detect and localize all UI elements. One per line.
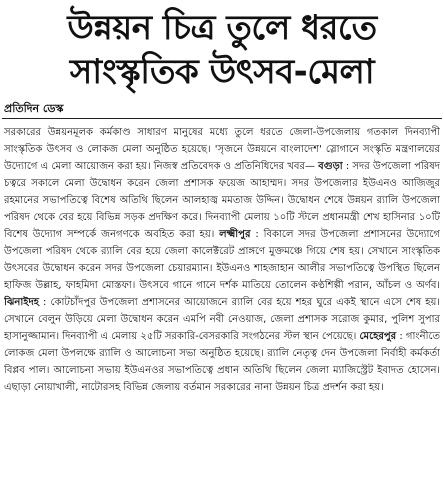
- headline-line-2: সাংস্কৃতিক উৎসব-মেলা: [69, 52, 375, 92]
- headline-line-1: উন্নয়ন চিত্র তুলে ধরতে: [67, 8, 377, 48]
- article-body: [4, 124, 440, 484]
- place-name-bogura: বগুড়া: [318, 161, 343, 172]
- body-segment: : বিকালে সদর উপজেলা প্রশাসনের উদ্যোগে উপজেলা পরিষদ থেকে র‌্যালি বের হয়ে জেলা কালেক্টরেট প্রাঙ্গণে মুক্তমঞ্চে গিয়ে শেষ হয়। সেখানে সাংস্কৃতিক উৎসবের উদ্বোধন করেন সদর উপজেলা চেয়ারম্যান। ইউএনও শাহজাহান আলীর সভাপতিত্বে উপস্থিত ছিলেন হাফিজ উল্লাহ, ফাহমিদা মোস্তফা। উৎসবে গানে গানে দর্শক মাতিয়ে তোলেন কণ্ঠশিল্পী পরান, আঁচল ও অর্ণব।: [4, 229, 440, 291]
- place-name-meherpur: মেহেরপুর: [359, 331, 397, 342]
- divider: [2, 118, 442, 119]
- body-segment: : কোটচাঁদপুর উপজেলা প্রশাসনের আয়োজনে র‌্যালি বের হয়ে শহর ঘুরে একই স্থানে এসে শেষ হয়। সেখানে বেলুন উড়িয়ে মেলা উদ্বোধন করেন এমপি নবী নেওয়াজ, জেলা প্রশাসক সরোজ কুমার, পুলিশ সুপার হাসানুজ্জামান। দিনব্যাপী এ মেলায় ২৫টি সরকারি-বেসরকারি সংগঠনের স্টল স্থান পেয়েছে।: [4, 297, 440, 342]
- body-segment: : সদর উপজেলা পরিষদ চত্বরে সকালে মেলা উদ্বোধন করেন জেলা প্রশাসক ফয়েজ আহাম্মদ। সদর উপজেলার ইউএনও আজিজুর রহমানের সভাপতিত্বে বিশেষ অতিথি ছিলেন আলহাজ্ব মমতাজ উদ্দিন। উদ্বোধন শেষে উন্নয়ন র‌্যালি উপজেলা পরিষদ থেকে বের হয়ে বিভিন্ন সড়ক প্রদক্ষিণ করে। দিনব্যাপী মেলায় ১০টি স্টলে প্রধানমন্ত্রী শেখ হাসিনার ১০টি বিশেষ উদ্যোগ সম্পর্কে জনগণকে অবহিত করা হয়।: [4, 161, 440, 240]
- place-name-jhenaidah: ঝিনাইদহ: [4, 297, 40, 308]
- place-name-lakshmipur: লক্ষ্মীপুর: [219, 229, 251, 240]
- body-segment: : গাংনীতে লোকজ মেলা উপলক্ষে র‌্যালি ও আলোচনা সভা অনুষ্ঠিত হয়েছে। র‌্যালি নেতৃত্ব দেন উপজেলা নির্বাহী কর্মকর্তা বিপ্লব পাল। আলোচনা সভায় ইউএনওর সভাপতিত্বে প্রধান অতিথি ছিলেন জেলা ম্যাজিস্ট্রেট ইবাদত হোসেন। এছাড়া নোয়াখালী, নাটোরসহ বিভিন্ন জেলায় বর্তমান সরকারের নানা উন্নয়ন চিত্র প্রদর্শন করা হয়।: [4, 331, 440, 393]
- byline: প্রতিদিন ডেস্ক: [4, 102, 64, 115]
- headline: [0, 0, 444, 100]
- body-segment: সরকারের উন্নয়নমূলক কর্মকাণ্ড সাধারণ মানুষের মধ্যে তুলে ধরতে জেলা-উপজেলায় গতকাল দিনব্যাপী সাংস্কৃতিক উৎসব ও লোকজ মেলা অনুষ্ঠিত হয়েছে। 'সৃজনে উন্নয়নে বাংলাদেশ' স্লোগানে সংস্কৃতি মন্ত্রণালয়ের উদ্যোগে এ মেলা আয়োজন করা হয়। নিজস্ব প্রতিবেদক ও প্রতিনিধিদের খবর—: [4, 127, 440, 172]
